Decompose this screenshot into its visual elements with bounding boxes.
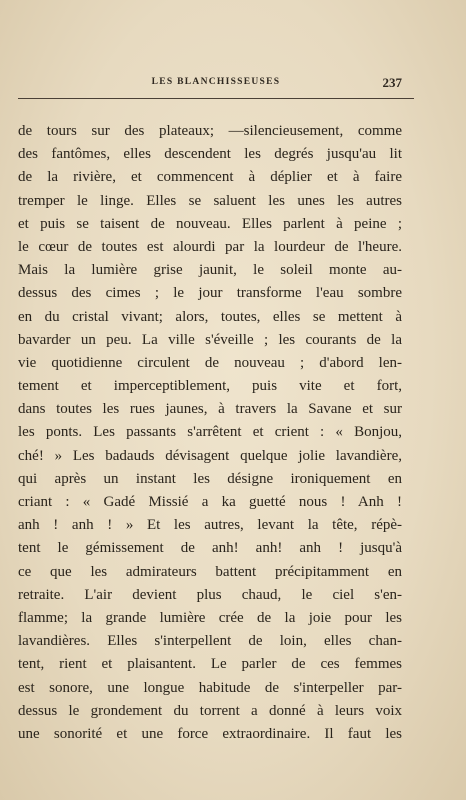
text-line: ce que les admirateurs battent précipitamment en: [18, 563, 402, 580]
text-line: de tours sur des plateaux; —silencieusement, comme: [18, 123, 402, 139]
text-line: et puis se taisent de nouveau. Elles parlent à peine ;: [18, 215, 402, 232]
text-line: tent, rient et plaisantent. Le parler de ces femmes: [18, 656, 402, 673]
text-line: vie quotidienne circulent de nouveau ; d'abord len-: [18, 354, 402, 371]
text-line: anh ! anh ! » Et les autres, levant la tête, répè-: [18, 517, 402, 534]
text-line: en du cristal vivant; alors, toutes, elles se mettent à: [18, 308, 402, 325]
page-number: 237: [382, 75, 402, 90]
text-line: lavandières. Elles s'interpellent de loin, elles chan-: [18, 633, 402, 650]
text-line: dessus le grondement du torrent a donné à leurs voix: [18, 702, 402, 719]
text-line: tement et imperceptiblement, puis vite et fort,: [18, 378, 402, 395]
running-title: LES BLANCHISSEUSES: [151, 77, 281, 87]
text-line: bavarder un peu. La ville s'éveille ; les courants de la: [18, 331, 402, 348]
text-line: le cœur de toutes est alourdi par la lourdeur de l'heure.: [18, 238, 402, 255]
header-rule: [18, 98, 414, 99]
text-line: de la rivière, et commencent à déplier et à faire: [18, 169, 402, 186]
text-line: tremper le linge. Elles se saluent les unes les autres: [18, 192, 402, 209]
text-line: dans toutes les rues jaunes, à travers la Savane et sur: [18, 401, 402, 418]
text-line: qui après un instant les désigne ironiquement en: [18, 470, 402, 487]
text-line: les ponts. Les passants s'arrêtent et crient : « Bonjou,: [18, 424, 402, 441]
text-line: des fantômes, elles descendent les degrés jusqu'au lit: [18, 146, 402, 163]
page-header: [16, 73, 416, 99]
text-line: dessus des cimes ; le jour transforme l'eau sombre: [18, 285, 402, 302]
text-line: criant : « Gadé Missié a ka guetté nous ! Anh !: [18, 494, 402, 510]
text-line: est sonore, une longue habitude de s'interpeller par-: [18, 679, 402, 696]
text-line: Mais la lumière grise jaunit, le soleil monte au-: [18, 262, 402, 279]
text-line: tent le gémissement de anh! anh! anh ! jusqu'à: [18, 540, 402, 557]
body-text: [18, 120, 402, 746]
text-line: retraite. L'air devient plus chaud, le ciel s'en-: [18, 586, 402, 603]
text-line: flamme; la grande lumière crée de la joie pour les: [18, 609, 402, 626]
text-line: ché! » Les badauds dévisagent quelque jolie lavandière,: [18, 447, 402, 464]
text-line: une sonorité et une force extraordinaire. Il faut les: [18, 725, 402, 742]
